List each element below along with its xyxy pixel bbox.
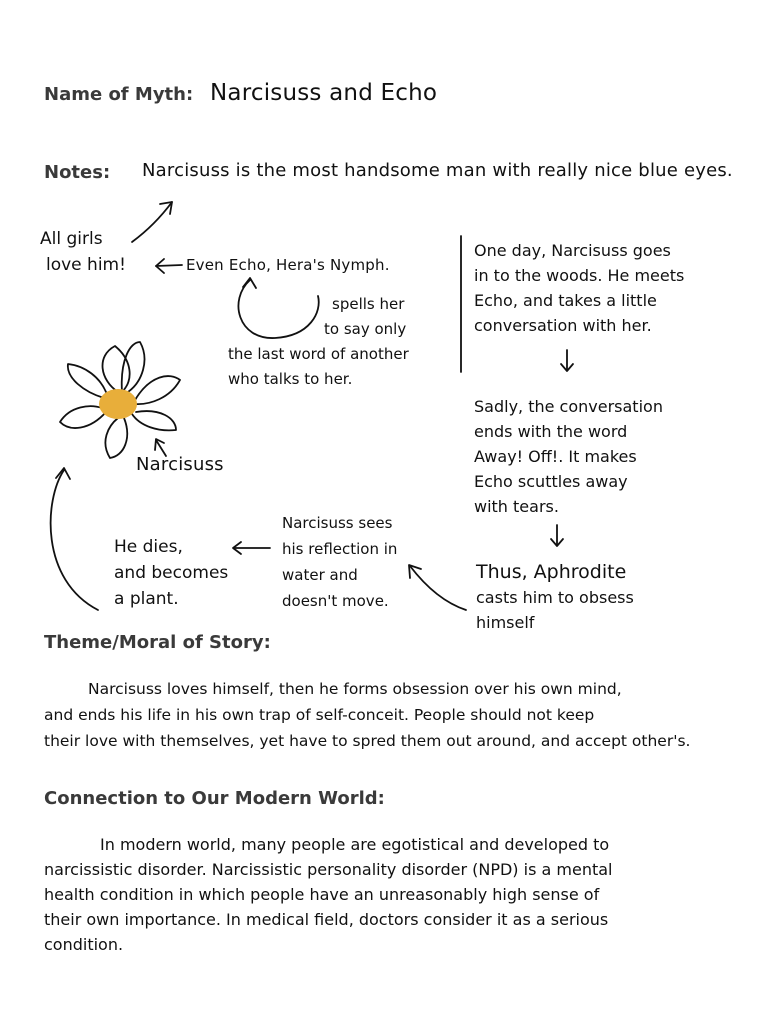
connection-line-4: their own importance. In medical field, doctors consider it as a serious (44, 910, 609, 929)
dies-line-2: and becomes (114, 563, 229, 583)
notes-label: Notes: (44, 162, 111, 183)
spells-line-3: the last word of another (228, 345, 409, 363)
connection-line-3: health condition in which people have an unreasonably high sense of (44, 885, 600, 904)
theme-line-3: their love with themselves, yet have to spred them out around, and accept other's. (44, 732, 691, 750)
notes-intro: Narcisuss is the most handsome man with really nice blue eyes. (142, 160, 733, 181)
reflection-line-4: doesn't move. (282, 592, 389, 610)
connection-line-1: In modern world, many people are egotistical and developed to (100, 835, 610, 854)
connection-line-2: narcissistic disorder. Narcissistic personality disorder (NPD) is a mental (44, 860, 613, 879)
theme-line-2: and ends his life in his own trap of self-conceit. People should not keep (44, 706, 595, 724)
theme-label: Theme/Moral of Story: (44, 632, 271, 653)
one-day-line-4: conversation with her. (474, 316, 652, 335)
arrow-curve-up-icon (51, 470, 98, 610)
connection-label: Connection to Our Modern World: (44, 788, 385, 809)
spells-line-1: spells her (332, 295, 405, 313)
sadly-line-5: with tears. (474, 497, 559, 516)
connection-line-5: condition. (44, 935, 124, 954)
theme-line-1: Narcisuss loves himself, then he forms obsession over his own mind, (88, 680, 622, 698)
thus-line-1: Thus, Aphrodite (476, 561, 627, 583)
spells-line-4: who talks to her. (228, 370, 353, 388)
reflection-line-2: his reflection in (282, 540, 398, 558)
reflection-line-1: Narcisuss sees (282, 514, 393, 532)
name-of-myth-label: Name of Myth: (44, 84, 194, 105)
one-day-line-2: in to the woods. He meets (474, 266, 685, 285)
dies-line-3: a plant. (114, 589, 179, 609)
arrow-left-icon (156, 265, 182, 266)
sadly-line-1: Sadly, the conversation (474, 397, 663, 416)
sadly-line-2: ends with the word (474, 422, 628, 441)
flower-center-icon (99, 389, 137, 419)
reflection-line-3: water and (282, 566, 358, 584)
dies-line-1: He dies, (114, 537, 183, 557)
thus-line-3: himself (476, 613, 535, 632)
myth-title: Narcisuss and Echo (210, 80, 438, 106)
sadly-line-4: Echo scuttles away (474, 472, 628, 491)
all-girls-line-2: love him! (46, 255, 126, 275)
all-girls-line-1: All girls (40, 229, 103, 249)
thus-line-2: casts him to obsess (476, 588, 634, 607)
even-echo-note: Even Echo, Hera's Nymph. (186, 256, 390, 274)
loop-arrow-icon (238, 280, 318, 338)
arrow-curve-left-icon (410, 566, 466, 610)
one-day-line-1: One day, Narcisuss goes (474, 241, 671, 260)
one-day-line-3: Echo, and takes a little (474, 291, 657, 310)
flower-label: Narcisuss (136, 454, 224, 475)
arrow-up-right-icon (132, 202, 172, 242)
spells-line-2: to say only (324, 320, 407, 338)
sadly-line-3: Away! Off!. It makes (474, 447, 637, 466)
